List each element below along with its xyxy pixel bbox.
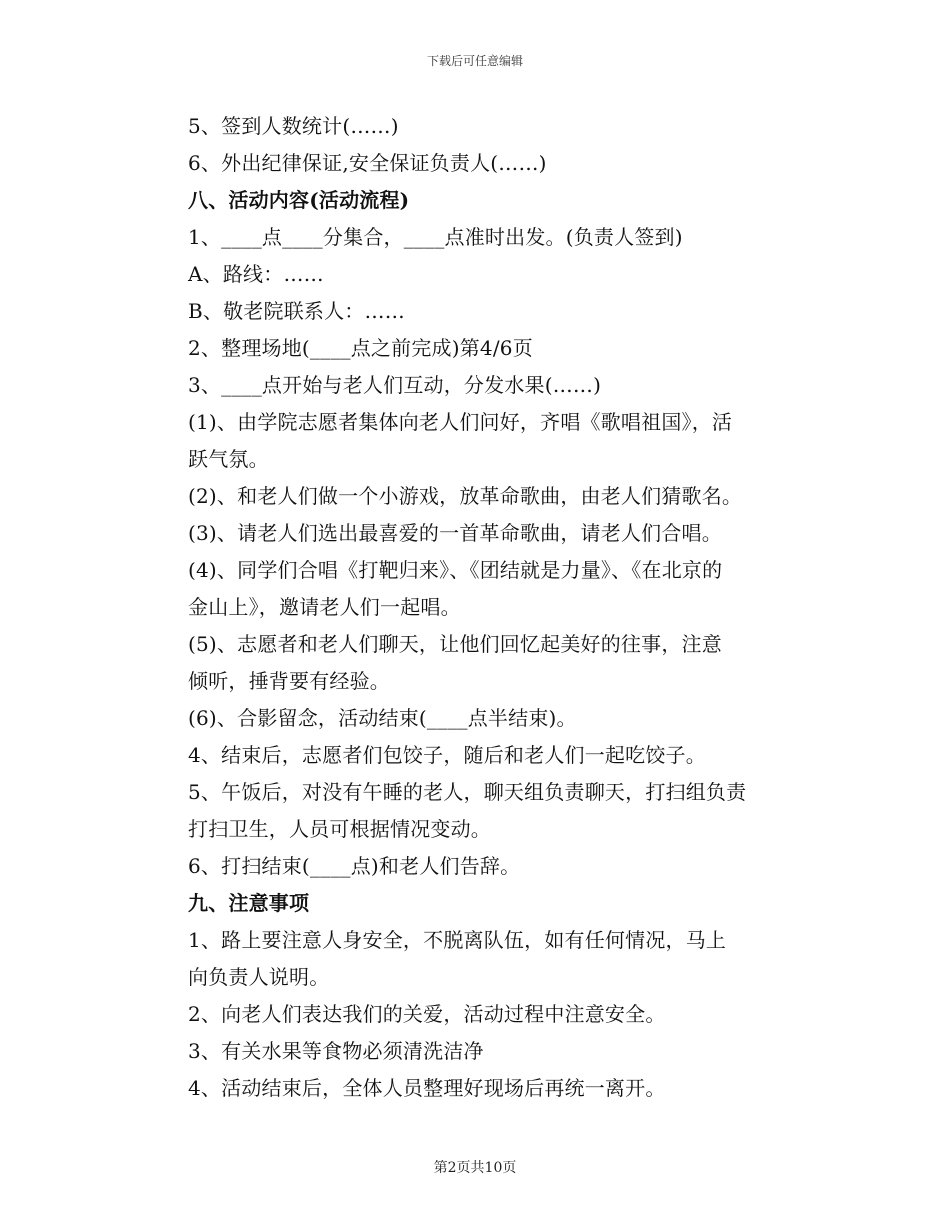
text-line: 4、结束后，志愿者们包饺子，随后和老人们一起吃饺子。 [188,743,706,767]
text-line: 跃气氛。 [188,447,269,471]
section-heading: 九、注意事项 [188,891,310,915]
text-line: 打扫卫生，人员可根据情况变动。 [188,817,491,841]
text-line: B、敬老院联系人：…… [188,299,405,323]
text-line: 2、整理场地(____点之前完成)第4/6页 [188,336,533,360]
text-line: (6)、合影留念，活动结束(____点半结束)。 [188,706,577,730]
section-heading: 八、活动内容(活动流程) [188,188,410,212]
text-line: 向负责人说明。 [188,965,330,989]
text-line: 倾听，捶背要有经验。 [188,669,390,693]
page-footer: 第2页共10页 [433,1160,517,1176]
text-line: 6、打扫结束(____点)和老人们告辞。 [188,854,521,878]
document-body [188,108,828,1107]
text-line: (2)、和老人们做一个小游戏，放革命歌曲，由老人们猜歌名。 [188,484,743,508]
text-line: A、路线：…… [188,262,324,286]
text-line: (1)、由学院志愿者集体向老人们问好，齐唱《歌唱祖国》，活 [188,410,733,434]
text-line: (5)、志愿者和老人们聊天，让他们回忆起美好的往事，注意 [188,632,722,656]
text-line: (4)、同学们合唱《打靶归来》、《团结就是力量》、《在北京的 [188,558,723,582]
text-line: 1、____点____分集合，____点准时出发。(负责人签到) [188,225,683,249]
text-line: 5、午饭后，对没有午睡的老人，聊天组负责聊天，打扫组负责 [188,780,747,804]
page-header: 下载后可任意编辑 [426,54,523,68]
text-line: 3、有关水果等食物必须清洗洁净 [188,1039,484,1063]
text-line: (3)、请老人们选出最喜爱的一首革命歌曲，请老人们合唱。 [188,521,722,545]
text-line: 3、____点开始与老人们互动，分发水果(……) [188,373,602,397]
text-line: 5、签到人数统计(……) [188,114,399,138]
text-line: 4、活动结束后，全体人员整理好现场后再统一离开。 [188,1076,666,1100]
text-line: 1、路上要注意人身安全，不脱离队伍，如有任何情况，马上 [188,928,727,952]
text-line: 2、向老人们表达我们的关爱，活动过程中注意安全。 [188,1002,666,1026]
text-line: 金山上》，邀请老人们一起唱。 [188,595,461,619]
text-line: 6、外出纪律保证,安全保证负责人(……) [188,151,547,175]
